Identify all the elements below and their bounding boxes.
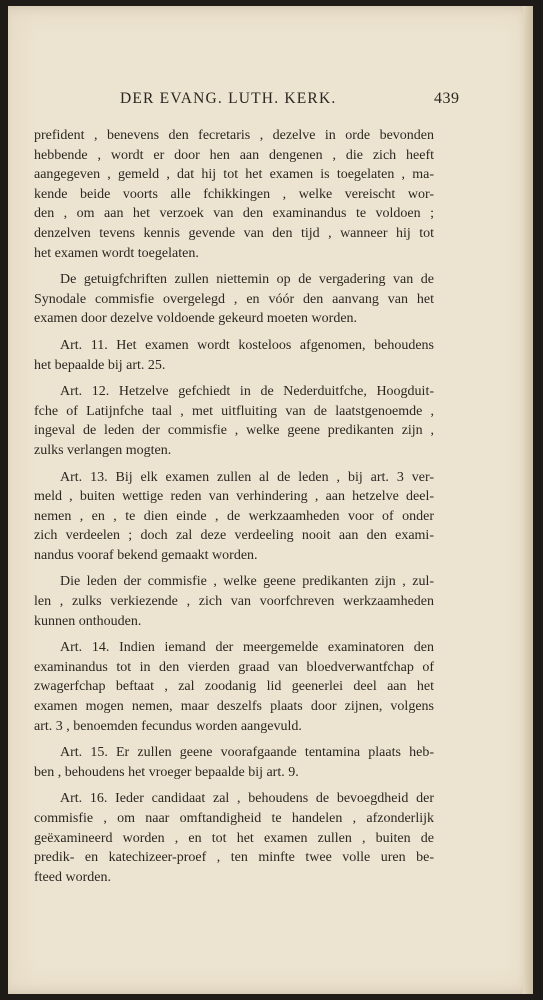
text-line: ben , behoudens het vroeger bepaalde bij art. 9. [34, 764, 299, 780]
text-line: kende beide voorts alle fchikkingen , welke vereischt wor- [34, 186, 434, 202]
text-line: het examen wordt toegelaten. [34, 245, 199, 261]
text-line: len , zulks verkiezende , zich van voorfchreven werkzaamheden [34, 594, 434, 610]
text-line: nandus vooraf bekend gemaakt worden. [34, 547, 258, 563]
paragraph [34, 572, 434, 631]
paragraph [34, 789, 434, 887]
text-line: Art. 14. Indien iemand der meergemelde examinatoren den [60, 640, 434, 656]
text-line: commisfie , om naar omftandigheid te handelen , afzonderlijk [34, 811, 434, 826]
paragraph [34, 382, 434, 460]
page-header [8, 90, 533, 114]
paragraph [34, 468, 434, 566]
body-text [34, 126, 434, 894]
text-line: Art. 12. Hetzelve gefchiedt in de Nederduitfche, Hoogduit- [60, 384, 434, 400]
book-page [8, 6, 533, 994]
text-line: ingeval de leden der commisfie , welke geene predikanten zijn , [34, 423, 434, 439]
text-line: Art. 13. Bij elk examen zullen al de leden , bij art. 3 ver- [60, 469, 434, 485]
text-line: fteed worden. [34, 869, 111, 885]
text-line: Art. 15. Er zullen geene voorafgaande tentamina plaats heb- [60, 745, 434, 761]
paragraph [34, 743, 434, 782]
text-line: zulks verlangen mogten. [34, 442, 172, 458]
text-line: Die leden der commisfie , welke geene predikanten zijn , zul- [60, 574, 434, 590]
text-line: nemen , en , te dien einde , de werkzaamheden voor of onder [34, 508, 434, 524]
text-line: het bepaalde bij art. 25. [34, 357, 166, 373]
text-line: prefident , benevens den fecretaris , dezelve in orde bevonden [34, 128, 434, 143]
text-line: zwagerfchap beftaat , zal zoodanig lid geenerlei deel aan het [34, 679, 434, 695]
text-line: zich verdeelen ; doch zal deze verdeeling nooit aan den exami- [34, 528, 434, 544]
text-line: fche of Latijnfche taal , met uitfluiting van de laatstgenoemde , [34, 403, 434, 419]
page-number: 439 [434, 90, 460, 107]
paragraph [34, 336, 434, 375]
text-line: art. 3 , benoemden fecundus worden aangevuld. [34, 718, 302, 734]
text-line: examen mogen nemen, maar deszelfs plaats door zijnen, volgens [34, 699, 434, 715]
text-line: aangegeven , gemeld , dat hij tot het examen is toegelaten , ma- [34, 167, 434, 183]
paragraph [34, 638, 434, 736]
page-edge [523, 6, 533, 994]
text-line: examinandus tot in den vierden graad van bloedverwantfchap of [34, 659, 434, 675]
text-line: Art. 11. Het examen wordt kosteloos afgenomen, behoudens [60, 337, 434, 353]
text-line: Art. 16. Ieder candidaat zal , behoudens de bevoegdheid der [60, 791, 434, 807]
text-line: denzelven tevens kennis gevende van den tijd , wanneer hij tot [34, 225, 434, 241]
text-line: kunnen onthouden. [34, 613, 142, 629]
text-line: predik- en katechizeer-proef , ten minfte twee volle uren be- [34, 850, 434, 866]
text-line: meld , buiten wettige reden van verhindering , aan hetzelve deel- [34, 489, 434, 505]
text-line: geëxamineerd worden , en tot het examen zullen , buiten de [34, 830, 434, 846]
text-line: De getuigfchriften zullen niettemin op de vergadering van de [60, 272, 434, 288]
running-head: DER EVANG. LUTH. KERK. [120, 90, 337, 107]
text-line: Synodale commisfie overgelegd , en vóór den aanvang van het [34, 291, 434, 307]
text-line: hebbende , wordt er door hen aan dengenen , die zich heeft [34, 147, 434, 163]
text-line: examen door dezelve voldoende gekeurd moeten worden. [34, 311, 358, 327]
paragraph [34, 126, 434, 263]
text-line: den , om aan het verzoek van den examinandus te voldoen ; [34, 206, 434, 222]
paragraph [34, 270, 434, 329]
